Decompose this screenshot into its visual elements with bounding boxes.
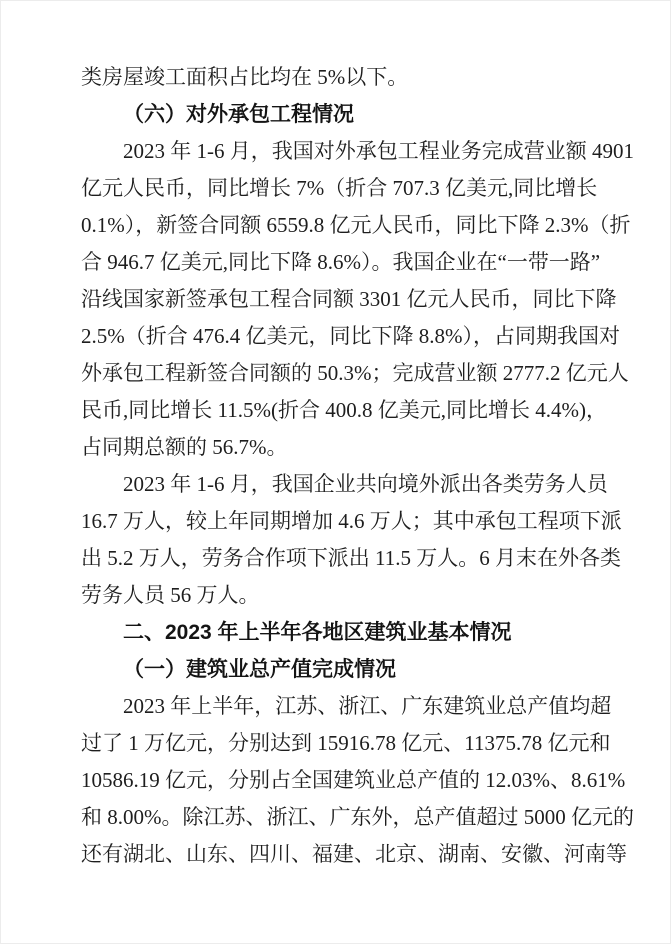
document-line: 亿元人民币，同比增长 7%（折合 707.3 亿美元,同比增长 bbox=[81, 176, 598, 200]
document-line: 2023 年上半年，江苏、浙江、广东建筑业总产值均超 bbox=[123, 694, 612, 718]
document-line: 还有湖北、山东、四川、福建、北京、湖南、安徽、河南等 bbox=[81, 842, 627, 866]
document-body bbox=[81, 59, 634, 873]
section-heading: （一）建筑业总产值完成情况 bbox=[123, 658, 396, 681]
document-line: 2023 年 1-6 月，我国企业共向境外派出各类劳务人员 bbox=[123, 472, 608, 496]
document-line: 出 5.2 万人，劳务合作项下派出 11.5 万人。6 月末在外各类 bbox=[81, 546, 621, 570]
document-line: 类房屋竣工面积占比均在 5%以下。 bbox=[81, 65, 409, 89]
document-line: 沿线国家新签承包工程合同额 3301 亿元人民币，同比下降 bbox=[81, 287, 617, 311]
document-line: 占同期总额的 56.7%。 bbox=[81, 435, 288, 459]
document-line: 10586.19 亿元，分别占全国建筑业总产值的 12.03%、8.61% bbox=[81, 768, 626, 792]
document-line: 外承包工程新签合同额的 50.3%；完成营业额 2777.2 亿元人 bbox=[81, 361, 629, 385]
document-line: 民币,同比增长 11.5%(折合 400.8 亿美元,同比增长 4.4%)， bbox=[81, 398, 607, 422]
document-line: 2.5%（折合 476.4 亿美元，同比下降 8.8%），占同期我国对 bbox=[81, 324, 620, 348]
document-line: 合 946.7 亿美元,同比下降 8.6%）。我国企业在“一带一路” bbox=[81, 250, 601, 274]
document-line: 16.7 万人，较上年同期增加 4.6 万人；其中承包工程项下派 bbox=[81, 509, 622, 533]
document-line: 和 8.00%。除江苏、浙江、广东外，总产值超过 5000 亿元的 bbox=[81, 805, 634, 829]
document-line: 0.1%），新签合同额 6559.8 亿元人民币，同比下降 2.3%（折 bbox=[81, 213, 631, 237]
section-heading: 二、2023 年上半年各地区建筑业基本情况 bbox=[123, 621, 512, 644]
document-line: 劳务人员 56 万人。 bbox=[81, 583, 260, 607]
document-line: 过了 1 万亿元，分别达到 15916.78 亿元、11375.78 亿元和 bbox=[81, 731, 611, 755]
section-heading: （六）对外承包工程情况 bbox=[123, 103, 354, 126]
document-line: 2023 年 1-6 月，我国对外承包工程业务完成营业额 4901 bbox=[123, 139, 634, 163]
